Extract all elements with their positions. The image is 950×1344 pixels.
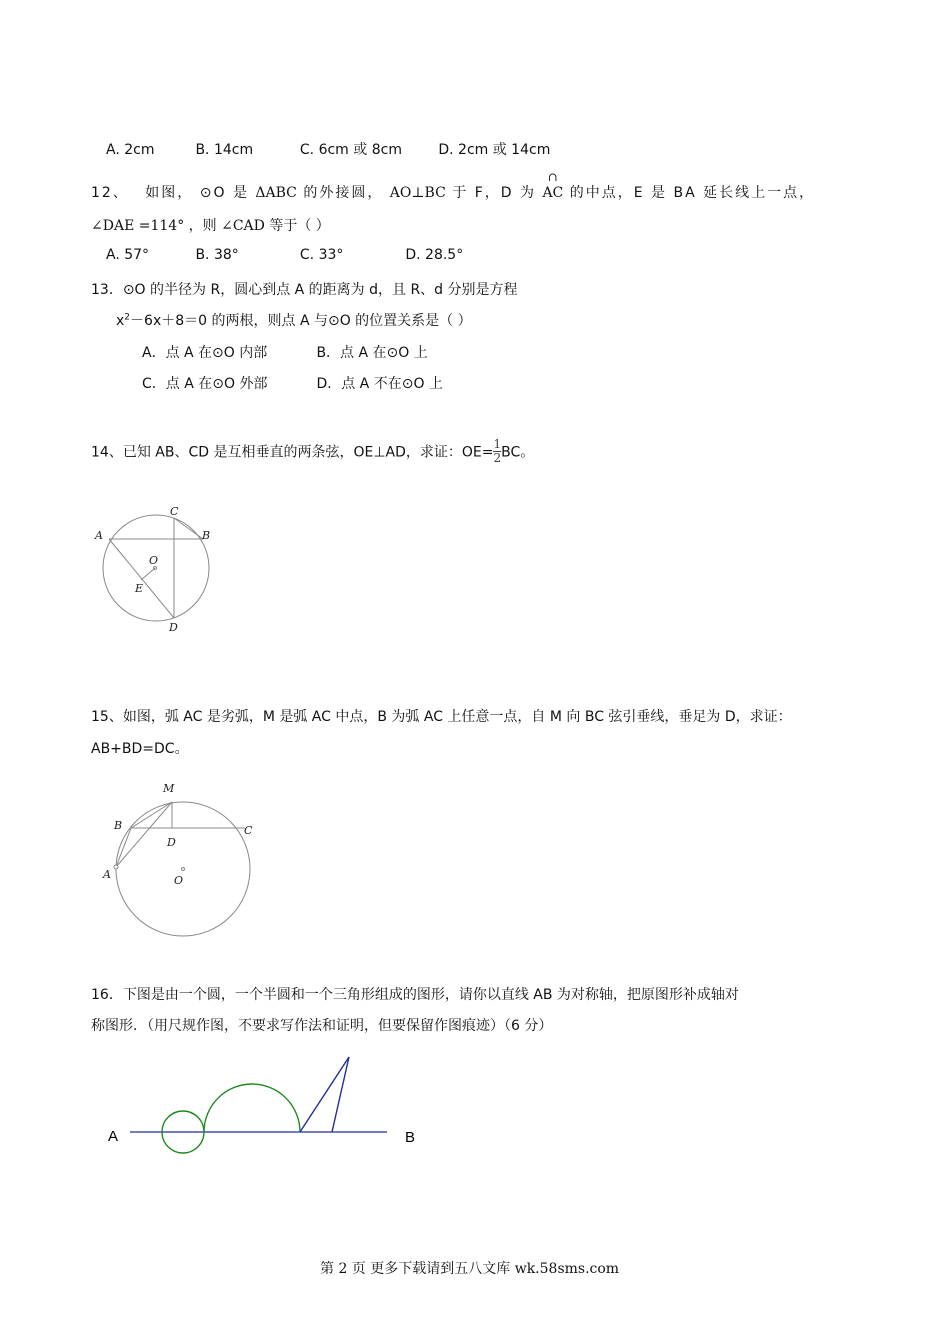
triangle — [300, 1057, 349, 1132]
q12-seg2: 是 — [232, 185, 249, 201]
q14-question — [91, 438, 534, 465]
q12-option-d: D. 28.5° — [405, 247, 464, 263]
label-a: A — [95, 529, 103, 542]
label-m: M — [163, 782, 175, 795]
q15-line1: 15、如图，弧 AC 是劣弧，M 是弧 AC 中点，B 为弧 AC 上任意一点，自 M 向 BC 弦引垂线，垂足为 D，求证： — [91, 709, 792, 725]
q13-option-d: D．点 A 不在⊙O 上 — [316, 376, 443, 392]
center-dot — [182, 868, 185, 871]
label-d: D — [167, 836, 176, 849]
segment-mb — [131, 802, 172, 828]
q11-options — [106, 139, 550, 159]
q15-figure — [95, 775, 265, 945]
label-b: B — [405, 1129, 416, 1146]
label-o: O — [174, 874, 184, 887]
q13-line1: 13．⊙O 的半径为 R，圆心到点 A 的距离为 d，且 R、d 分别是方程 — [91, 282, 518, 298]
q12-seg7: 等于（ ） — [269, 218, 330, 234]
arc-label: AC — [542, 185, 564, 201]
q16-figure — [100, 1045, 430, 1165]
segment-ab — [116, 828, 131, 867]
q12-seg4: 于 F，D 为 — [452, 185, 536, 201]
page-footer: 第 2 页 更多下载请到五八文库 wk.58sms.com — [320, 1261, 620, 1277]
label-o: O — [149, 554, 159, 567]
label-b: B — [114, 819, 123, 832]
q12-seg1: 如图， — [145, 185, 194, 201]
q13-option-a: A．点 A 在⊙O 内部 — [142, 345, 268, 361]
q14-fraction — [493, 438, 501, 465]
q12-triangle: ΔABC — [255, 185, 297, 201]
label-c: C — [170, 505, 179, 518]
q11-option-c: C. 6cm 或 8cm — [299, 142, 402, 158]
q12-arc-ac — [542, 170, 564, 201]
q13-option-b: B．点 A 在⊙O 上 — [316, 345, 428, 361]
label-c: C — [244, 824, 253, 837]
q12-line2 — [91, 215, 330, 235]
q12-option-c: C. 33° — [299, 247, 344, 263]
q12-perp: AO⊥BC — [389, 185, 446, 201]
label-a: A — [103, 868, 111, 881]
q13-line2-rest: －6x＋8＝0 的两根，则点 A 与⊙O 的位置关系是（ ） — [130, 313, 472, 329]
q14-text-a: 14、已知 AB、CD 是互相垂直的两条弦，OE⊥AD，求证：OE= — [91, 444, 494, 461]
q14-figure — [85, 500, 225, 640]
label-e: E — [135, 582, 144, 595]
label-d: D — [169, 621, 178, 634]
q12-circle: ⊙O — [199, 185, 227, 201]
label-a: A — [108, 1128, 119, 1145]
q15-line2: AB+BD=DC。 — [91, 741, 189, 757]
circle-o — [116, 802, 250, 936]
point-a — [114, 865, 118, 869]
q13-line2 — [116, 310, 472, 330]
q12-angle-ask: ∠CAD — [221, 218, 265, 234]
frac-numerator: 1 — [493, 437, 502, 451]
q12-option-b: B. 38° — [195, 247, 239, 263]
segment-bc — [174, 518, 203, 539]
q12-seg5: 的中点，E 是 BA 延长线上一点， — [569, 185, 816, 201]
q12-seg3: 的外接圆， — [303, 185, 384, 201]
q13-x: x — [116, 313, 125, 329]
q12-number: 12、 — [91, 185, 129, 201]
q13-sup: 2 — [124, 312, 131, 323]
q12-seg6: ，则 — [188, 218, 217, 234]
q12-angle-given: ∠DAE =114° — [91, 218, 185, 234]
segment-oe — [141, 568, 155, 580]
q11-option-a: A. 2cm — [106, 142, 155, 158]
q13-options-row2 — [142, 373, 443, 393]
q12-options — [106, 247, 463, 263]
q16-line1: 16．下图是由一个圆，一个半圆和一个三角形组成的图形，请你以直线 AB 为对称轴，把原图形补成轴对 — [91, 987, 739, 1003]
q14-text-b: BC。 — [501, 444, 535, 461]
q16-line2: 称图形．（用尺规作图，不要求写作法和证明，但要保留作图痕迹）（6 分） — [91, 1018, 553, 1034]
q13-option-c: C．点 A 在⊙O 外部 — [142, 376, 268, 392]
arc-symbol: ∩ — [547, 170, 558, 184]
q11-option-b: B. 14cm — [195, 142, 254, 158]
q12-line1 — [91, 170, 816, 202]
label-b: B — [202, 529, 211, 542]
q12-option-a: A. 57° — [106, 247, 150, 263]
q13-options-row1 — [142, 342, 428, 362]
semicircle — [204, 1084, 300, 1132]
segment-ma — [116, 802, 172, 867]
q11-option-d: D. 2cm 或 14cm — [438, 142, 551, 158]
frac-denominator: 2 — [493, 451, 502, 465]
